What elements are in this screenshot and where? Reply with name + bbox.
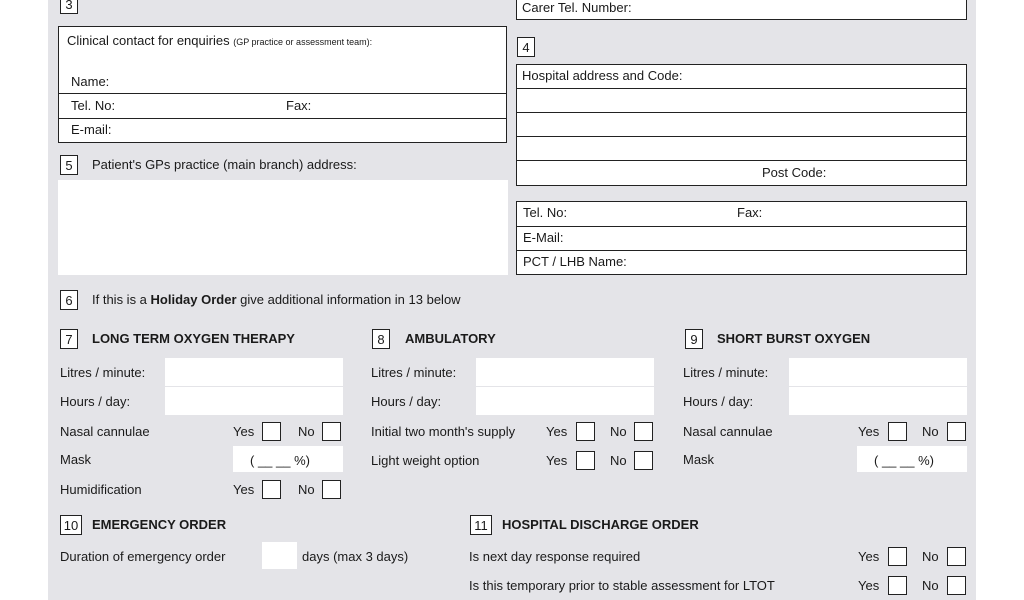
hospital-address-field[interactable]: Hospital address and Code: — [516, 64, 967, 89]
sbo-litres-label: Litres / minute: — [683, 365, 769, 380]
ltot-humid-no-checkbox[interactable] — [322, 480, 341, 499]
ltot-humid-yes-checkbox[interactable] — [262, 480, 281, 499]
hospital-address-line[interactable] — [516, 136, 967, 161]
gp-address-field[interactable] — [58, 180, 508, 275]
ltot-nasal-label: Nasal cannulae — [60, 424, 150, 439]
yes-label: Yes — [546, 424, 568, 439]
no-label: No — [922, 578, 939, 593]
emergency-days-field[interactable] — [262, 542, 297, 569]
sbo-litres-field[interactable] — [789, 358, 967, 386]
clinical-tel-label[interactable]: Tel. No: — [71, 98, 116, 113]
discharge-temporary-label: Is this temporary prior to stable assessment for LTOT — [469, 578, 775, 593]
ambulatory-title: AMBULATORY — [405, 331, 496, 346]
ltot-title: LONG TERM OXYGEN THERAPY — [92, 331, 295, 346]
clinical-contact-title: Clinical contact for enquiries (GP practice or assessment team): — [67, 33, 373, 48]
clinical-email-label[interactable]: E-mail: — [71, 122, 112, 137]
no-label: No — [610, 424, 627, 439]
amb-litres-field[interactable] — [476, 358, 654, 386]
clinical-name-label[interactable]: Name: — [71, 74, 110, 89]
amb-initial-no-checkbox[interactable] — [634, 422, 653, 441]
no-label: No — [298, 424, 315, 439]
section-3-number: 3 — [60, 0, 78, 14]
section-11-number: 11 — [470, 515, 492, 535]
hospital-pct-label[interactable]: PCT / LHB Name: — [523, 254, 627, 269]
yes-label: Yes — [858, 549, 880, 564]
section-9-number: 9 — [685, 329, 703, 349]
ltot-mask-label: Mask — [60, 452, 92, 467]
hospital-fax-label[interactable]: Fax: — [737, 205, 763, 220]
discharge-title: HOSPITAL DISCHARGE ORDER — [502, 517, 699, 532]
divider — [516, 226, 967, 227]
discharge-next-day-yes-checkbox[interactable] — [888, 547, 907, 566]
emergency-days-label: days (max 3 days) — [302, 549, 409, 564]
carer-tel-field[interactable]: Carer Tel. Number: — [516, 0, 967, 20]
amb-hours-field[interactable] — [476, 387, 654, 415]
amb-hours-label: Hours / day: — [371, 394, 442, 409]
hospital-address-line[interactable] — [516, 88, 967, 113]
amb-litres-label: Litres / minute: — [371, 365, 457, 380]
clinical-fax-label[interactable]: Fax: — [286, 98, 312, 113]
section-7-number: 7 — [60, 329, 78, 349]
sbo-nasal-no-checkbox[interactable] — [947, 422, 966, 441]
amb-initial-yes-checkbox[interactable] — [576, 422, 595, 441]
no-label: No — [922, 424, 939, 439]
hospital-postcode-label: Post Code: — [762, 165, 827, 180]
amb-light-yes-checkbox[interactable] — [576, 451, 595, 470]
discharge-temporary-yes-checkbox[interactable] — [888, 576, 907, 595]
gp-address-label: Patient's GPs practice (main branch) address: — [92, 157, 357, 172]
sbo-title: SHORT BURST OXYGEN — [717, 331, 871, 346]
ltot-nasal-no-checkbox[interactable] — [322, 422, 341, 441]
divider — [516, 250, 967, 251]
section-4-number: 4 — [517, 37, 535, 57]
yes-label: Yes — [546, 453, 568, 468]
yes-label: Yes — [233, 424, 255, 439]
ltot-nasal-yes-checkbox[interactable] — [262, 422, 281, 441]
yes-label: Yes — [858, 424, 880, 439]
emergency-title: EMERGENCY ORDER — [92, 517, 227, 532]
ltot-hours-label: Hours / day: — [60, 394, 131, 409]
divider — [58, 93, 507, 94]
hospital-tel-label[interactable]: Tel. No: — [523, 205, 568, 220]
hospital-address-line[interactable] — [516, 112, 967, 137]
emergency-duration-label: Duration of emergency order — [60, 549, 226, 564]
hospital-email-label[interactable]: E-Mail: — [523, 230, 564, 245]
no-label: No — [610, 453, 627, 468]
divider — [58, 118, 507, 119]
ltot-litres-label: Litres / minute: — [60, 365, 146, 380]
sbo-nasal-label: Nasal cannulae — [683, 424, 773, 439]
ltot-humid-label: Humidification — [60, 482, 142, 497]
amb-initial-label: Initial two month's supply — [371, 424, 516, 439]
section-6-number: 6 — [60, 290, 78, 310]
amb-light-no-checkbox[interactable] — [634, 451, 653, 470]
holiday-order-note: If this is a Holiday Order give additional information in 13 below — [92, 292, 461, 307]
hospital-postcode-row[interactable] — [516, 160, 967, 186]
yes-label: Yes — [858, 578, 880, 593]
amb-light-label: Light weight option — [371, 453, 480, 468]
sbo-mask-percent: ( __ __ %) — [874, 453, 934, 468]
no-label: No — [298, 482, 315, 497]
ltot-mask-percent: ( __ __ %) — [250, 453, 310, 468]
section-8-number: 8 — [372, 329, 390, 349]
sbo-hours-field[interactable] — [789, 387, 967, 415]
discharge-temporary-no-checkbox[interactable] — [947, 576, 966, 595]
ltot-litres-field[interactable] — [165, 358, 343, 386]
no-label: No — [922, 549, 939, 564]
section-5-number: 5 — [60, 155, 78, 175]
section-10-number: 10 — [60, 515, 82, 535]
discharge-next-day-label: Is next day response required — [469, 549, 641, 564]
discharge-next-day-no-checkbox[interactable] — [947, 547, 966, 566]
sbo-nasal-yes-checkbox[interactable] — [888, 422, 907, 441]
yes-label: Yes — [233, 482, 255, 497]
sbo-hours-label: Hours / day: — [683, 394, 754, 409]
ltot-hours-field[interactable] — [165, 387, 343, 415]
sbo-mask-label: Mask — [683, 452, 715, 467]
